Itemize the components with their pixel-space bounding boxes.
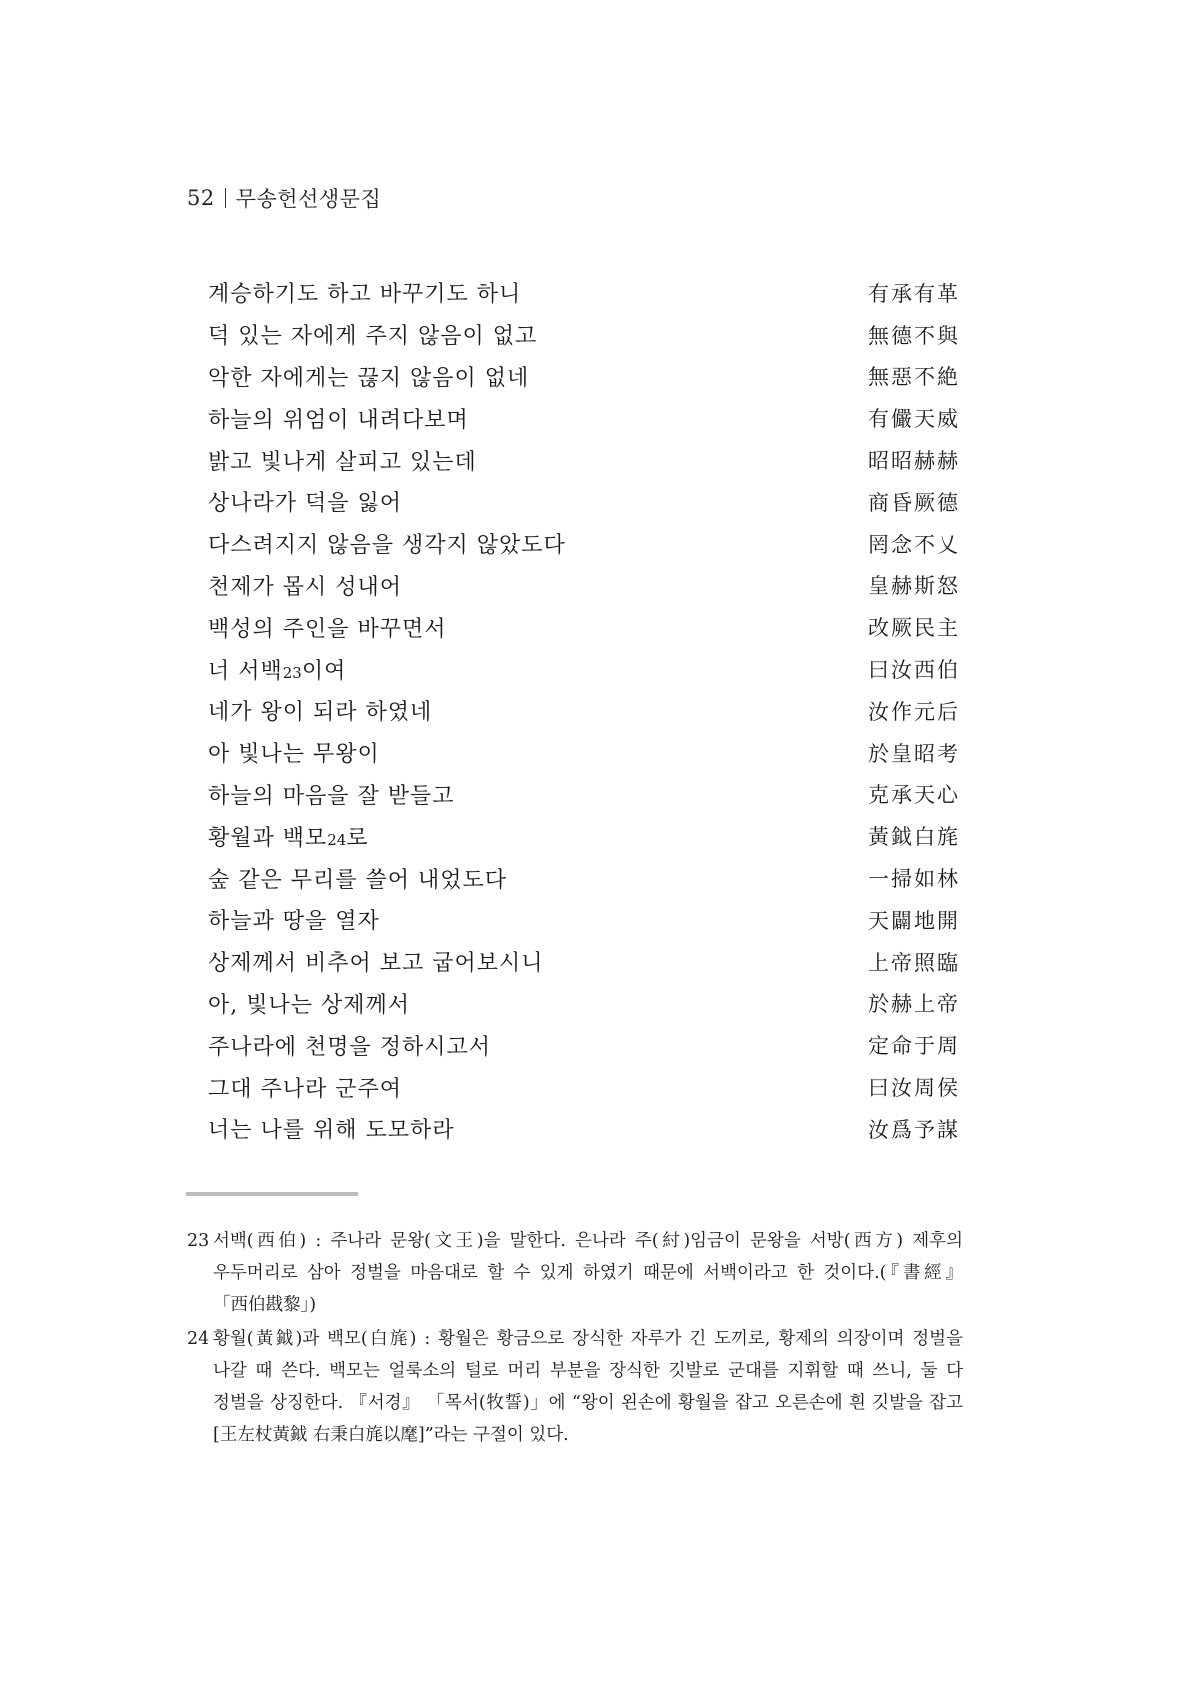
header-divider <box>225 188 226 208</box>
korean-verse <box>208 570 402 601</box>
hanja-verse: 一掃如林 <box>868 867 960 892</box>
korean-verse <box>208 486 402 517</box>
poem-line <box>208 356 960 398</box>
hanja-verse: 曰汝西伯 <box>868 658 960 683</box>
page-number: 52 <box>187 186 215 210</box>
korean-verse <box>208 654 346 685</box>
korean-verse-text: 천제가 몹시 성내어 <box>208 574 403 600</box>
poem-line <box>208 941 960 983</box>
hanja-verse: 罔念不乂 <box>868 532 960 557</box>
korean-verse-text: 밝고 빛나게 살피고 있는데 <box>208 449 477 475</box>
korean-verse-text: 네가 왕이 되라 하였네 <box>208 700 433 726</box>
korean-verse <box>208 904 380 935</box>
korean-verse <box>208 1113 455 1144</box>
korean-verse <box>208 612 447 643</box>
poem-line <box>208 314 960 356</box>
poem-translation <box>208 272 960 1150</box>
hanja-verse: 昭昭赫赫 <box>868 449 960 474</box>
hanja-verse: 曰汝周侯 <box>868 1076 960 1101</box>
korean-verse-text: 황월과 백모 <box>208 825 328 851</box>
korean-verse-text: 아 빛나는 무왕이 <box>208 742 380 768</box>
hanja-verse: 改厥民主 <box>868 616 960 641</box>
korean-verse-text: 하늘과 땅을 열자 <box>208 909 380 935</box>
korean-verse-text: 하늘의 위엄이 내려다보며 <box>208 407 469 433</box>
poem-line <box>208 481 960 523</box>
korean-verse <box>208 779 455 810</box>
korean-verse <box>208 1030 491 1061</box>
korean-verse <box>208 946 544 977</box>
hanja-verse: 上帝照臨 <box>868 950 960 975</box>
footnote-reference: 23 <box>282 663 302 682</box>
korean-verse-text: 숲 같은 무리를 쓸어 내었도다 <box>208 867 507 893</box>
footnote-reference: 24 <box>327 830 347 849</box>
poem-line <box>208 565 960 607</box>
hanja-verse: 無德不與 <box>868 323 960 348</box>
korean-verse-text: 하늘의 마음을 잘 받들고 <box>208 783 455 809</box>
hanja-verse: 黃鉞白旄 <box>868 825 960 850</box>
poem-line <box>208 1024 960 1066</box>
footnotes <box>187 1225 963 1453</box>
book-title: 무송헌선생문집 <box>235 187 382 211</box>
hanja-verse: 有承有革 <box>868 281 960 306</box>
running-header <box>187 183 381 213</box>
footnote-number: 23 <box>187 1231 210 1251</box>
poem-line <box>208 1108 960 1150</box>
hanja-verse: 定命于周 <box>868 1034 960 1059</box>
poem-line <box>208 397 960 439</box>
footnote-text: 황월(黃鉞)과 백모(白旄) : 황월은 황금으로 장식한 자루가 긴 도끼로, 황제의 의장이며 정벌을 나갈 때 쓴다. 백모는 얼룩소의 털로 머리 부분을 장식한 깃발로 군대를 지휘할 때 쓰니, 둘 다 정벌을 상징한다. 『서경』 「목서(牧誓)」에 “왕이 왼손에 황월을 잡고 오른손에 흰 깃발을 잡고[王左杖黃鉞 右秉白旄以麾]”라는 구절이 있다. <box>213 1329 963 1445</box>
hanja-verse: 汝爲予謀 <box>868 1117 960 1142</box>
korean-verse <box>208 319 537 350</box>
poem-line <box>208 815 960 857</box>
korean-verse-text: 덕 있는 자에게 주지 않음이 없고 <box>208 324 538 350</box>
korean-verse <box>208 988 410 1019</box>
poem-line <box>208 774 960 816</box>
korean-verse <box>208 1072 402 1103</box>
poem-line <box>208 690 960 732</box>
poem-line <box>208 857 960 899</box>
hanja-verse: 於皇昭考 <box>868 741 960 766</box>
poem-line <box>208 272 960 314</box>
hanja-verse: 無惡不絶 <box>868 365 960 390</box>
korean-verse-text: 너는 나를 위해 도모하라 <box>208 1118 455 1144</box>
korean-verse <box>208 821 369 852</box>
poem-line <box>208 648 960 690</box>
hanja-verse: 皇赫斯怒 <box>868 574 960 599</box>
poem-line <box>208 983 960 1025</box>
footnote-text: 서백(西伯) : 주나라 문왕(文王)을 말한다. 은나라 주(紂)임금이 문왕을 서방(西方) 제후의 우두머리로 삼아 정벌을 마음대로 할 수 있게 하였기 때문에 서백이라고 한 것이다.(『書經』 「西伯戡黎」) <box>213 1231 963 1315</box>
hanja-verse: 克承天心 <box>868 783 960 808</box>
poem-line <box>208 523 960 565</box>
korean-verse <box>208 403 469 434</box>
hanja-verse: 商昏厥德 <box>868 490 960 515</box>
korean-verse <box>208 528 566 559</box>
footnote <box>187 1225 963 1321</box>
korean-verse-text: 아, 빛나는 상제께서 <box>208 992 410 1018</box>
korean-verse <box>208 695 432 726</box>
korean-verse-text-continued: 로 <box>346 825 369 851</box>
korean-verse <box>208 863 507 894</box>
poem-line <box>208 899 960 941</box>
korean-verse-text: 너 서백 <box>208 658 283 684</box>
poem-line <box>208 606 960 648</box>
korean-verse-text: 백성의 주인을 바꾸면서 <box>208 616 447 642</box>
poem-line <box>208 732 960 774</box>
poem-line <box>208 439 960 481</box>
footnote-divider <box>186 1192 358 1196</box>
korean-verse-text-continued: 이여 <box>301 658 347 684</box>
korean-verse-text: 주나라에 천명을 정하시고서 <box>208 1034 492 1060</box>
korean-verse-text: 계승하기도 하고 바꾸기도 하니 <box>208 282 522 308</box>
korean-verse <box>208 445 477 476</box>
hanja-verse: 汝作元后 <box>868 699 960 724</box>
korean-verse-text: 상제께서 비추어 보고 굽어보시니 <box>208 951 544 977</box>
footnote-number: 24 <box>187 1329 210 1349</box>
footnote <box>187 1323 963 1451</box>
korean-verse <box>208 277 521 308</box>
korean-verse-text: 그대 주나라 군주여 <box>208 1076 403 1102</box>
korean-verse-text: 상나라가 덕을 잃어 <box>208 491 403 517</box>
korean-verse-text: 다스려지지 않음을 생각지 않았도다 <box>208 533 566 559</box>
hanja-verse: 天闢地開 <box>868 908 960 933</box>
hanja-verse: 有儼天威 <box>868 407 960 432</box>
korean-verse <box>208 361 529 392</box>
korean-verse-text: 악한 자에게는 끊지 않음이 없네 <box>208 365 530 391</box>
korean-verse <box>208 737 380 768</box>
hanja-verse: 於赫上帝 <box>868 992 960 1017</box>
poem-line <box>208 1066 960 1108</box>
